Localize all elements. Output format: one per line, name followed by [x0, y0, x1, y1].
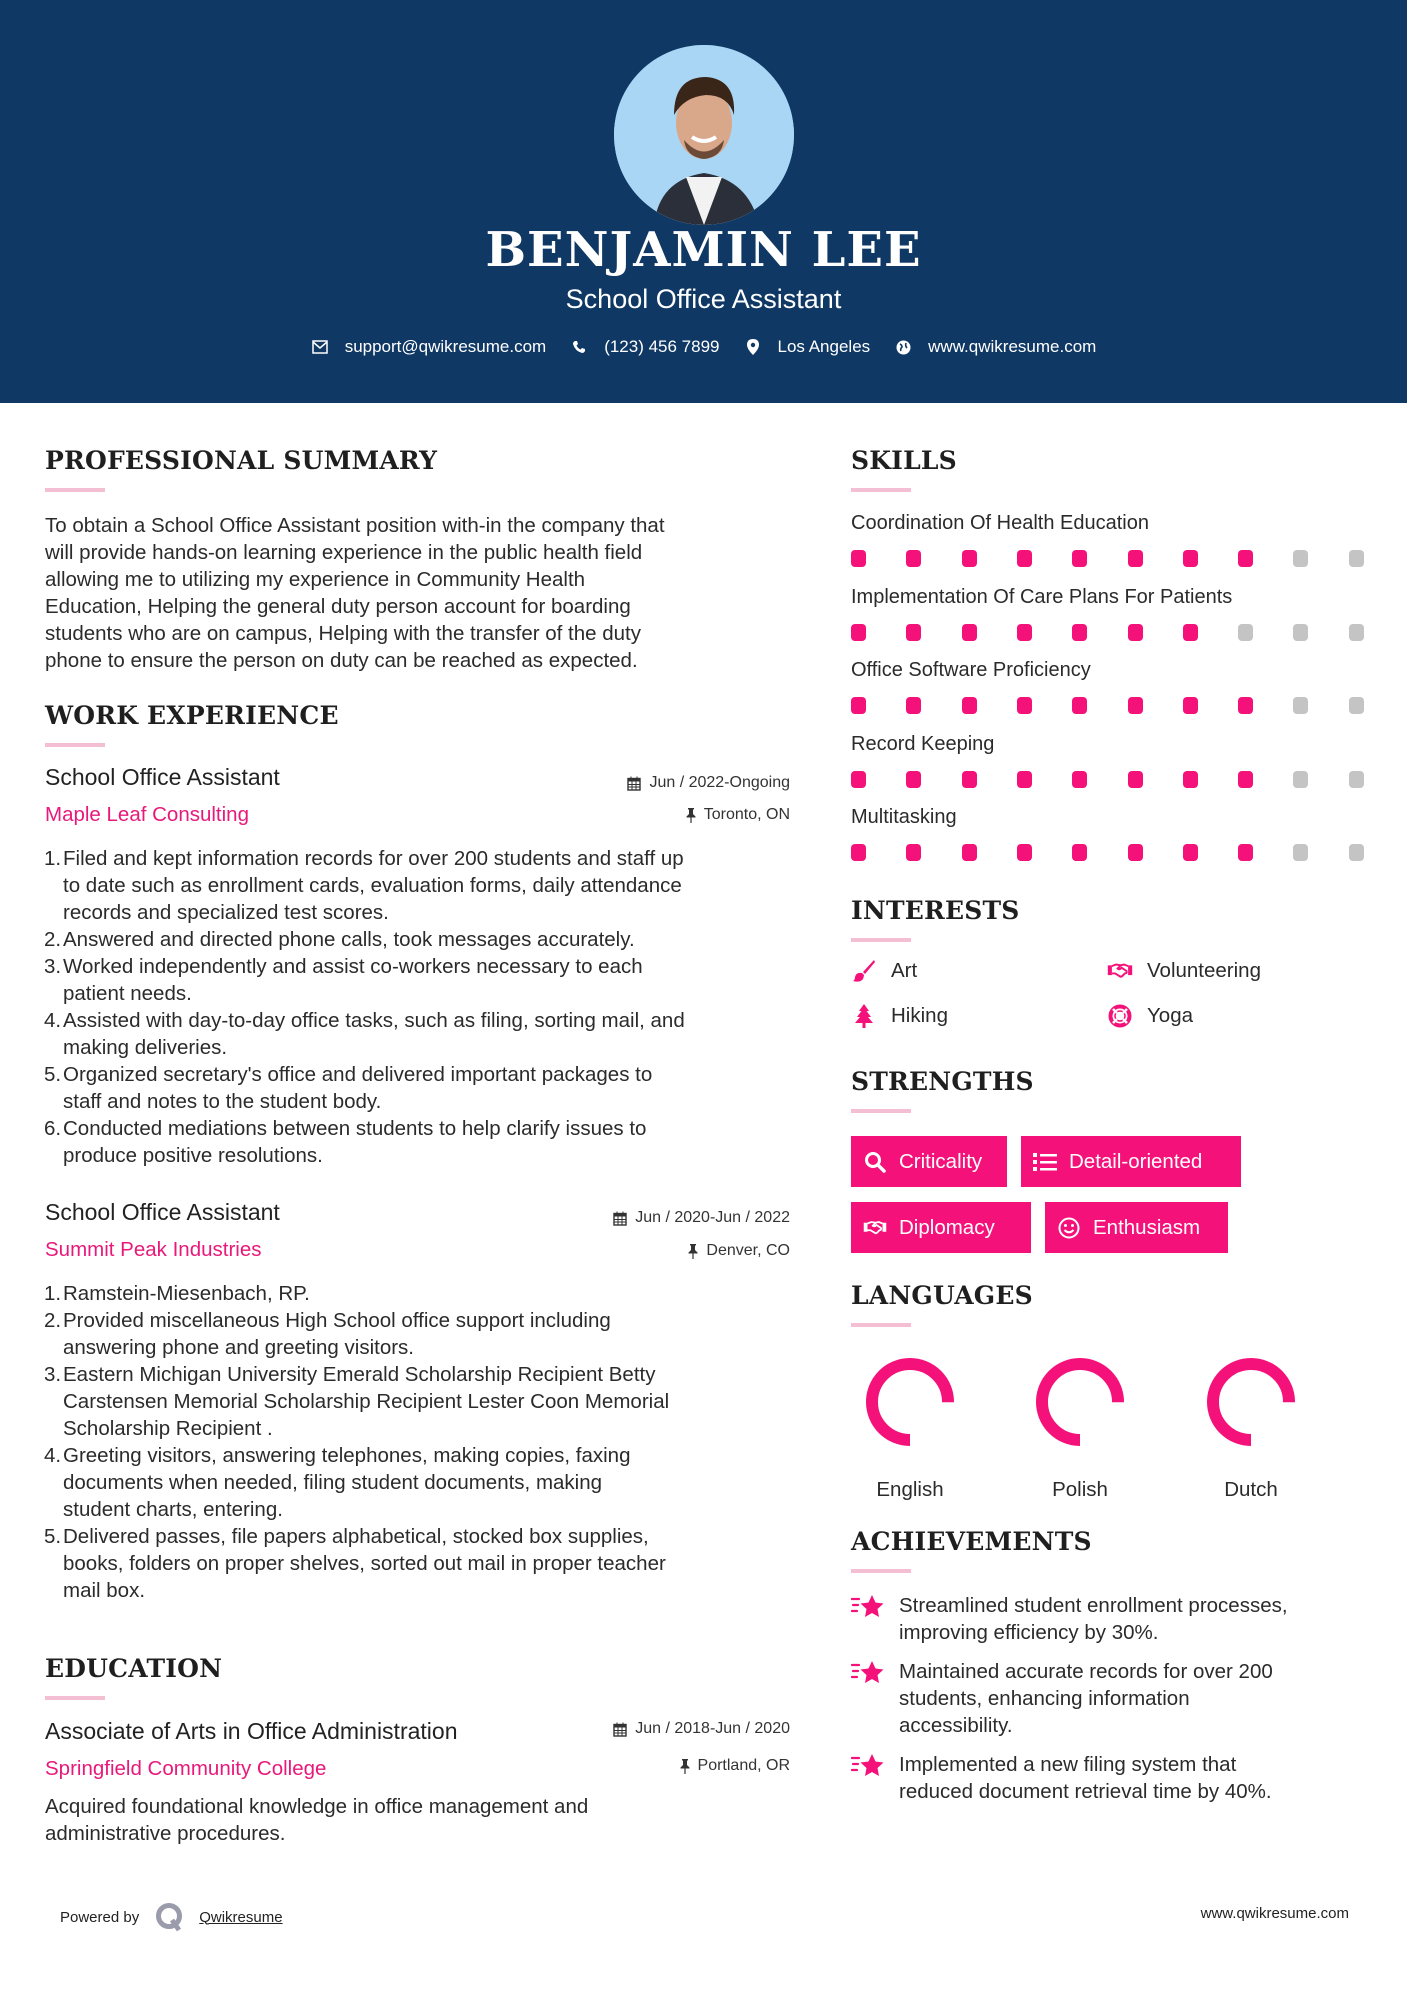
language-progress-ring-icon: [1201, 1352, 1301, 1452]
rating-dot-filled: [1238, 844, 1253, 861]
rating-dot-filled: [1238, 697, 1253, 714]
rating-dot-empty: [1293, 771, 1308, 788]
search-icon: [863, 1150, 887, 1174]
achievement-item: [851, 1751, 1371, 1805]
rating-dot-empty: [1293, 844, 1308, 861]
company-name: Summit Peak Industries: [45, 1238, 262, 1261]
language-progress-ring-icon: [860, 1352, 960, 1452]
paintbrush-icon: [851, 959, 877, 983]
bullet-item: 5. Organized secretary's office and delivered important packages to staff and notes to the student body.: [44, 1063, 653, 1113]
strengths-underline: [851, 1109, 911, 1113]
bullet-item: 2. Provided miscellaneous High School office support including answering phone and greeting visitors.: [44, 1309, 611, 1359]
summary-heading: PROFESSIONAL SUMMARY: [45, 446, 438, 475]
rating-dot-empty: [1349, 771, 1364, 788]
rating-dot-filled: [1183, 844, 1198, 861]
rating-dot-filled: [962, 697, 977, 714]
rating-dot-filled: [1183, 624, 1198, 641]
rating-dot-filled: [851, 624, 866, 641]
language-label: English: [876, 1478, 944, 1501]
calendar-icon: [613, 1722, 627, 1737]
rating-dot-filled: [1128, 550, 1143, 567]
list-icon: [1033, 1150, 1057, 1174]
job-location-text: Toronto, ON: [703, 806, 790, 823]
job-title: School Office Assistant: [45, 764, 280, 790]
tree-icon: [851, 1004, 877, 1028]
candidate-title: School Office Assistant: [565, 284, 842, 314]
experience-heading: WORK EXPERIENCE: [45, 701, 339, 730]
achievement-item: [851, 1592, 1371, 1646]
summary-underline: [45, 488, 105, 492]
job-dates: [613, 1209, 790, 1227]
job-dates-text: Jun / 2020-Jun / 2022: [635, 1209, 790, 1226]
summary-line: students who are on campus, Helping with the transfer of the duty: [45, 622, 641, 645]
resume-header: [0, 0, 1407, 403]
job-location: [688, 1242, 790, 1260]
pushpin-icon: [680, 1759, 690, 1774]
contact-website[interactable]: [894, 337, 1096, 357]
language-label: Dutch: [1224, 1478, 1278, 1501]
summary-line: Education, Helping the general duty person account for boarding: [45, 595, 631, 618]
contact-location: [744, 337, 871, 357]
rating-dot-filled: [1017, 771, 1032, 788]
pushpin-icon: [688, 1244, 698, 1259]
rating-dot-filled: [1128, 624, 1143, 641]
rating-dot-filled: [906, 624, 921, 641]
map-pin-icon: [744, 338, 762, 356]
language-label: Polish: [1052, 1478, 1108, 1501]
job-location: [686, 806, 790, 824]
degree-title: Associate of Arts in Office Administration: [45, 1718, 458, 1744]
rating-dot-filled: [962, 550, 977, 567]
rating-dot-filled: [1017, 550, 1032, 567]
achievement-line: Maintained accurate records for over 200: [899, 1660, 1273, 1683]
handshake-icon: [1107, 959, 1133, 983]
rating-dot-filled: [1017, 624, 1032, 641]
skill-label: Implementation Of Care Plans For Patients: [851, 585, 1233, 608]
smile-icon: [1057, 1216, 1081, 1240]
contact-email-text: support@qwikresume.com: [344, 337, 547, 356]
skill-rating: [851, 771, 1371, 788]
rating-dot-filled: [1128, 771, 1143, 788]
achievement-item: [851, 1658, 1371, 1739]
summary-line: will provide hands-on learning experience in the public health field: [45, 541, 643, 564]
skill-rating: [851, 844, 1371, 861]
achievement-line: improving efficiency by 30%.: [899, 1621, 1159, 1644]
calendar-icon: [627, 776, 641, 791]
contact-bar: [0, 337, 1407, 357]
avatar-icon: [614, 45, 794, 225]
rating-dot-filled: [1072, 697, 1087, 714]
qwikresume-link[interactable]: Qwikresume: [199, 1908, 283, 1926]
rating-dot-filled: [1072, 550, 1087, 567]
summary-line: allowing me to utilizing my experience in Community Health: [45, 568, 586, 591]
job-location-text: Denver, CO: [706, 1242, 790, 1259]
rating-dot-empty: [1349, 844, 1364, 861]
education-location: [680, 1757, 790, 1775]
rating-dot-filled: [1072, 624, 1087, 641]
bullet-item: 3. Worked independently and assist co-workers necessary to each patient needs.: [44, 955, 643, 1005]
rating-dot-empty: [1293, 697, 1308, 714]
language-item: [1030, 1352, 1130, 1502]
job-dates: [627, 774, 790, 792]
bullet-item: 4. Assisted with day-to-day office tasks, such as filing, sorting mail, and making deliveries.: [44, 1009, 685, 1059]
bullet-item: 2. Answered and directed phone calls, took messages accurately.: [44, 928, 635, 951]
rating-dot-filled: [1017, 697, 1032, 714]
strength-chip-criticality: Criticality: [851, 1136, 1007, 1187]
rating-dot-filled: [1183, 550, 1198, 567]
rating-dot-filled: [1128, 844, 1143, 861]
rating-dot-filled: [1128, 697, 1143, 714]
rating-dot-filled: [1183, 771, 1198, 788]
languages-heading: LANGUAGES: [851, 1281, 1033, 1310]
skills-heading: SKILLS: [851, 446, 957, 475]
skill-label: Office Software Proficiency: [851, 659, 1091, 681]
powered-by-label: Powered by: [60, 1908, 140, 1926]
contact-website-text: www.qwikresume.com: [928, 337, 1097, 356]
interests-underline: [851, 938, 911, 942]
rating-dot-filled: [906, 550, 921, 567]
strength-chip-enthusiasm: Enthusiasm: [1045, 1202, 1228, 1253]
rating-dot-empty: [1293, 624, 1308, 641]
footer-powered-by: [60, 1902, 283, 1932]
interest-yoga: Yoga: [1107, 1004, 1193, 1028]
school-name: Springfield Community College: [45, 1757, 327, 1780]
bullet-item: 1. Ramstein-Miesenbach, RP.: [44, 1282, 310, 1305]
achievement-line: accessibility.: [899, 1714, 1013, 1737]
interest-hiking: Hiking: [851, 1004, 948, 1028]
rating-dot-empty: [1349, 624, 1364, 641]
rating-dot-filled: [1238, 771, 1253, 788]
job-bullets: [45, 1280, 805, 1604]
education-dates: [613, 1720, 790, 1738]
rating-dot-filled: [1072, 844, 1087, 861]
phone-icon: [570, 338, 588, 356]
star-icon: [851, 1592, 887, 1646]
strength-chip-detail-oriented: Detail-oriented: [1021, 1136, 1241, 1187]
language-item: [860, 1352, 960, 1502]
rating-dot-filled: [906, 697, 921, 714]
star-icon: [851, 1751, 887, 1805]
envelope-icon: [311, 338, 329, 356]
handshake-icon: [863, 1216, 887, 1240]
skill-label: Coordination Of Health Education: [851, 512, 1149, 534]
rating-dot-filled: [1017, 844, 1032, 861]
company-name: Maple Leaf Consulting: [45, 803, 249, 826]
education-location-text: Portland, OR: [697, 1757, 790, 1774]
profile-photo: [614, 45, 794, 225]
pushpin-icon: [686, 808, 696, 823]
achievements-heading: ACHIEVEMENTS: [851, 1527, 1092, 1556]
rating-dot-empty: [1238, 624, 1253, 641]
language-progress-ring-icon: [1030, 1352, 1130, 1452]
bullet-item: 4. Greeting visitors, answering telephones, making copies, faxing documents when needed, filing student documents, making student charts, entering.: [44, 1444, 631, 1521]
rating-dot-filled: [851, 697, 866, 714]
rating-dot-empty: [1349, 697, 1364, 714]
rating-dot-filled: [962, 771, 977, 788]
qwikresume-logo-icon: [155, 1902, 185, 1932]
footer-url[interactable]: www.qwikresume.com: [1200, 1905, 1349, 1922]
bullet-item: 3. Eastern Michigan University Emerald Scholarship Recipient Betty Carstensen Memorial Scholarship Recipient Lester Coon Memorial Scholarship Recipient .: [44, 1363, 670, 1440]
skill-rating: [851, 624, 1371, 641]
bullet-item: 5. Delivered passes, file papers alphabetical, stocked box supplies, books, folders on proper shelves, sorted out mail in proper teacher mail box.: [44, 1525, 666, 1602]
education-heading: EDUCATION: [45, 1654, 223, 1683]
rating-dot-filled: [906, 771, 921, 788]
job-bullets: [45, 845, 805, 1169]
language-item: [1201, 1352, 1301, 1502]
languages-underline: [851, 1323, 911, 1327]
achievement-line: students, enhancing information: [899, 1687, 1190, 1710]
achievements-underline: [851, 1569, 911, 1573]
rating-dot-filled: [962, 624, 977, 641]
achievement-line: Streamlined student enrollment processes,: [899, 1594, 1288, 1617]
rating-dot-filled: [1238, 550, 1253, 567]
contact-email[interactable]: [311, 337, 547, 357]
interest-volunteering: Volunteering: [1107, 959, 1261, 983]
rating-dot-filled: [851, 771, 866, 788]
rating-dot-empty: [1349, 550, 1364, 567]
achievement-line: reduced document retrieval time by 40%.: [899, 1780, 1272, 1803]
skill-rating: [851, 697, 1371, 714]
star-icon: [851, 1658, 887, 1739]
summary-text: [45, 512, 785, 674]
skill-label: Record Keeping: [851, 732, 995, 755]
life-ring-icon: [1107, 1004, 1133, 1028]
globe-icon: [894, 338, 912, 356]
rating-dot-filled: [962, 844, 977, 861]
candidate-name: BENJAMIN LEE: [485, 222, 922, 278]
contact-location-text: Los Angeles: [777, 337, 871, 356]
bullet-item: 1. Filed and kept information records for over 200 students and staff up to date such as enrollment cards, evaluation forms, daily attendance records and specialized test scores.: [44, 847, 684, 924]
education-description: Acquired foundational knowledge in office management and administrative procedures.: [45, 1795, 589, 1845]
strength-chip-diplomacy: Diplomacy: [851, 1202, 1031, 1253]
rating-dot-filled: [1072, 771, 1087, 788]
skills-underline: [851, 488, 911, 492]
education-underline: [45, 1696, 105, 1700]
job-dates-text: Jun / 2022-Ongoing: [649, 774, 790, 791]
strengths-heading: STRENGTHS: [851, 1067, 1034, 1096]
rating-dot-filled: [906, 844, 921, 861]
interests-heading: INTERESTS: [851, 896, 1020, 925]
rating-dot-empty: [1293, 550, 1308, 567]
experience-underline: [45, 743, 105, 747]
rating-dot-filled: [851, 844, 866, 861]
achievement-line: Implemented a new filing system that: [899, 1753, 1237, 1776]
rating-dot-filled: [851, 550, 866, 567]
summary-line: To obtain a School Office Assistant position with-in the company that: [45, 514, 665, 537]
rating-dot-filled: [1183, 697, 1198, 714]
education-dates-text: Jun / 2018-Jun / 2020: [635, 1720, 790, 1737]
interest-art: Art: [851, 959, 917, 983]
contact-phone[interactable]: [570, 337, 719, 357]
contact-phone-text: (123) 456 7899: [604, 337, 720, 356]
skill-rating: [851, 550, 1371, 567]
skill-label: Multitasking: [851, 806, 957, 828]
summary-line: phone to ensure the person on duty can be reached as expected.: [45, 649, 638, 672]
calendar-icon: [613, 1211, 627, 1226]
bullet-item: 6. Conducted mediations between students to help clarify issues to produce positive resolutions.: [44, 1117, 647, 1167]
job-title: School Office Assistant: [45, 1199, 280, 1225]
